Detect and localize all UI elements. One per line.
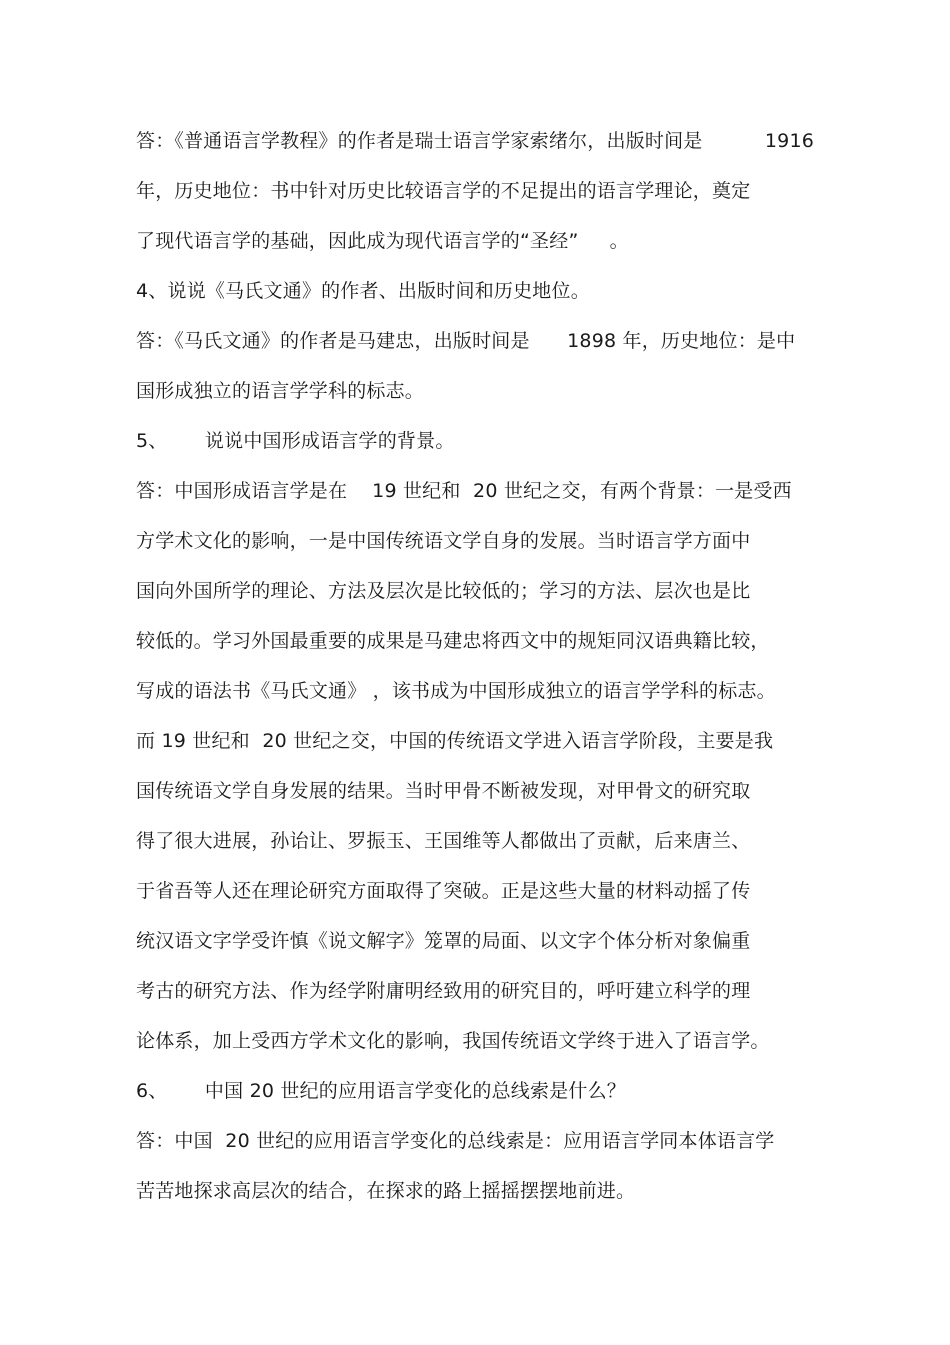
text-line: 考古的研究方法、作为经学附庸明经致用的研究目的，呼吁建立科学的理 (136, 980, 751, 1002)
text-line: 而 19 世纪和 20 世纪之交，中国的传统语文学进入语言学阶段，主要是我 (136, 730, 774, 752)
question-6: 6、 中国 20 世纪的应用语言学变化的总线索是什么？ (136, 1080, 626, 1102)
text-line: 苦苦地探求高层次的结合，在探求的路上摇摇摆摆地前进。 (136, 1180, 636, 1202)
text-line: 答：中国形成语言学是在 19 世纪和 20 世纪之交，有两个背景：一是受西 (136, 480, 792, 502)
text-line: 得了很大进展，孙诒让、罗振玉、王国维等人都做出了贡献，后来唐兰、 (136, 830, 751, 852)
text-line: 于省吾等人还在理论研究方面取得了突破。正是这些大量的材料动摇了传 (136, 880, 751, 902)
text-line: 答：《马氏文通》的作者是马建忠，出版时间是 1898 年，历史地位：是中 (136, 330, 796, 352)
text-line: 答：中国 20 世纪的应用语言学变化的总线索是：应用语言学同本体语言学 (136, 1130, 775, 1152)
text-line: 国传统语文学自身发展的结果。当时甲骨不断被发现，对甲骨文的研究取 (136, 780, 751, 802)
text-line: 国向外国所学的理论、方法及层次是比较低的；学习的方法、层次也是比 (136, 580, 751, 602)
text-line: 统汉语文字学受许慎《说文解字》笼罩的局面、以文字个体分析对象偏重 (136, 930, 751, 952)
text-line: 答：《普通语言学教程》的作者是瑞士语言学家索绪尔，出版时间是 1916 (136, 130, 815, 152)
text-line: 国形成独立的语言学学科的标志。 (136, 380, 425, 402)
text-line: 较低的。学习外国最重要的成果是马建忠将西文中的规矩同汉语典籍比较， (136, 630, 770, 652)
text-line: 方学术文化的影响，一是中国传统语文学自身的发展。当时语言学方面中 (136, 530, 751, 552)
question-5: 5、 说说中国形成语言学的背景。 (136, 430, 455, 452)
question-4: 4、说说《马氏文通》的作者、出版时间和历史地位。 (136, 280, 590, 302)
text-line: 了现代语言学的基础，因此成为现代语言学的“圣经” 。 (136, 230, 629, 252)
text-line: 论体系，加上受西方学术文化的影响，我国传统语文学终于进入了语言学。 (136, 1030, 770, 1052)
text-line: 年，历史地位：书中针对历史比较语言学的不足提出的语言学理论，奠定 (136, 180, 751, 202)
text-line: 写成的语法书《马氏文通》 ，该书成为中国形成独立的语言学学科的标志。 (136, 680, 776, 702)
